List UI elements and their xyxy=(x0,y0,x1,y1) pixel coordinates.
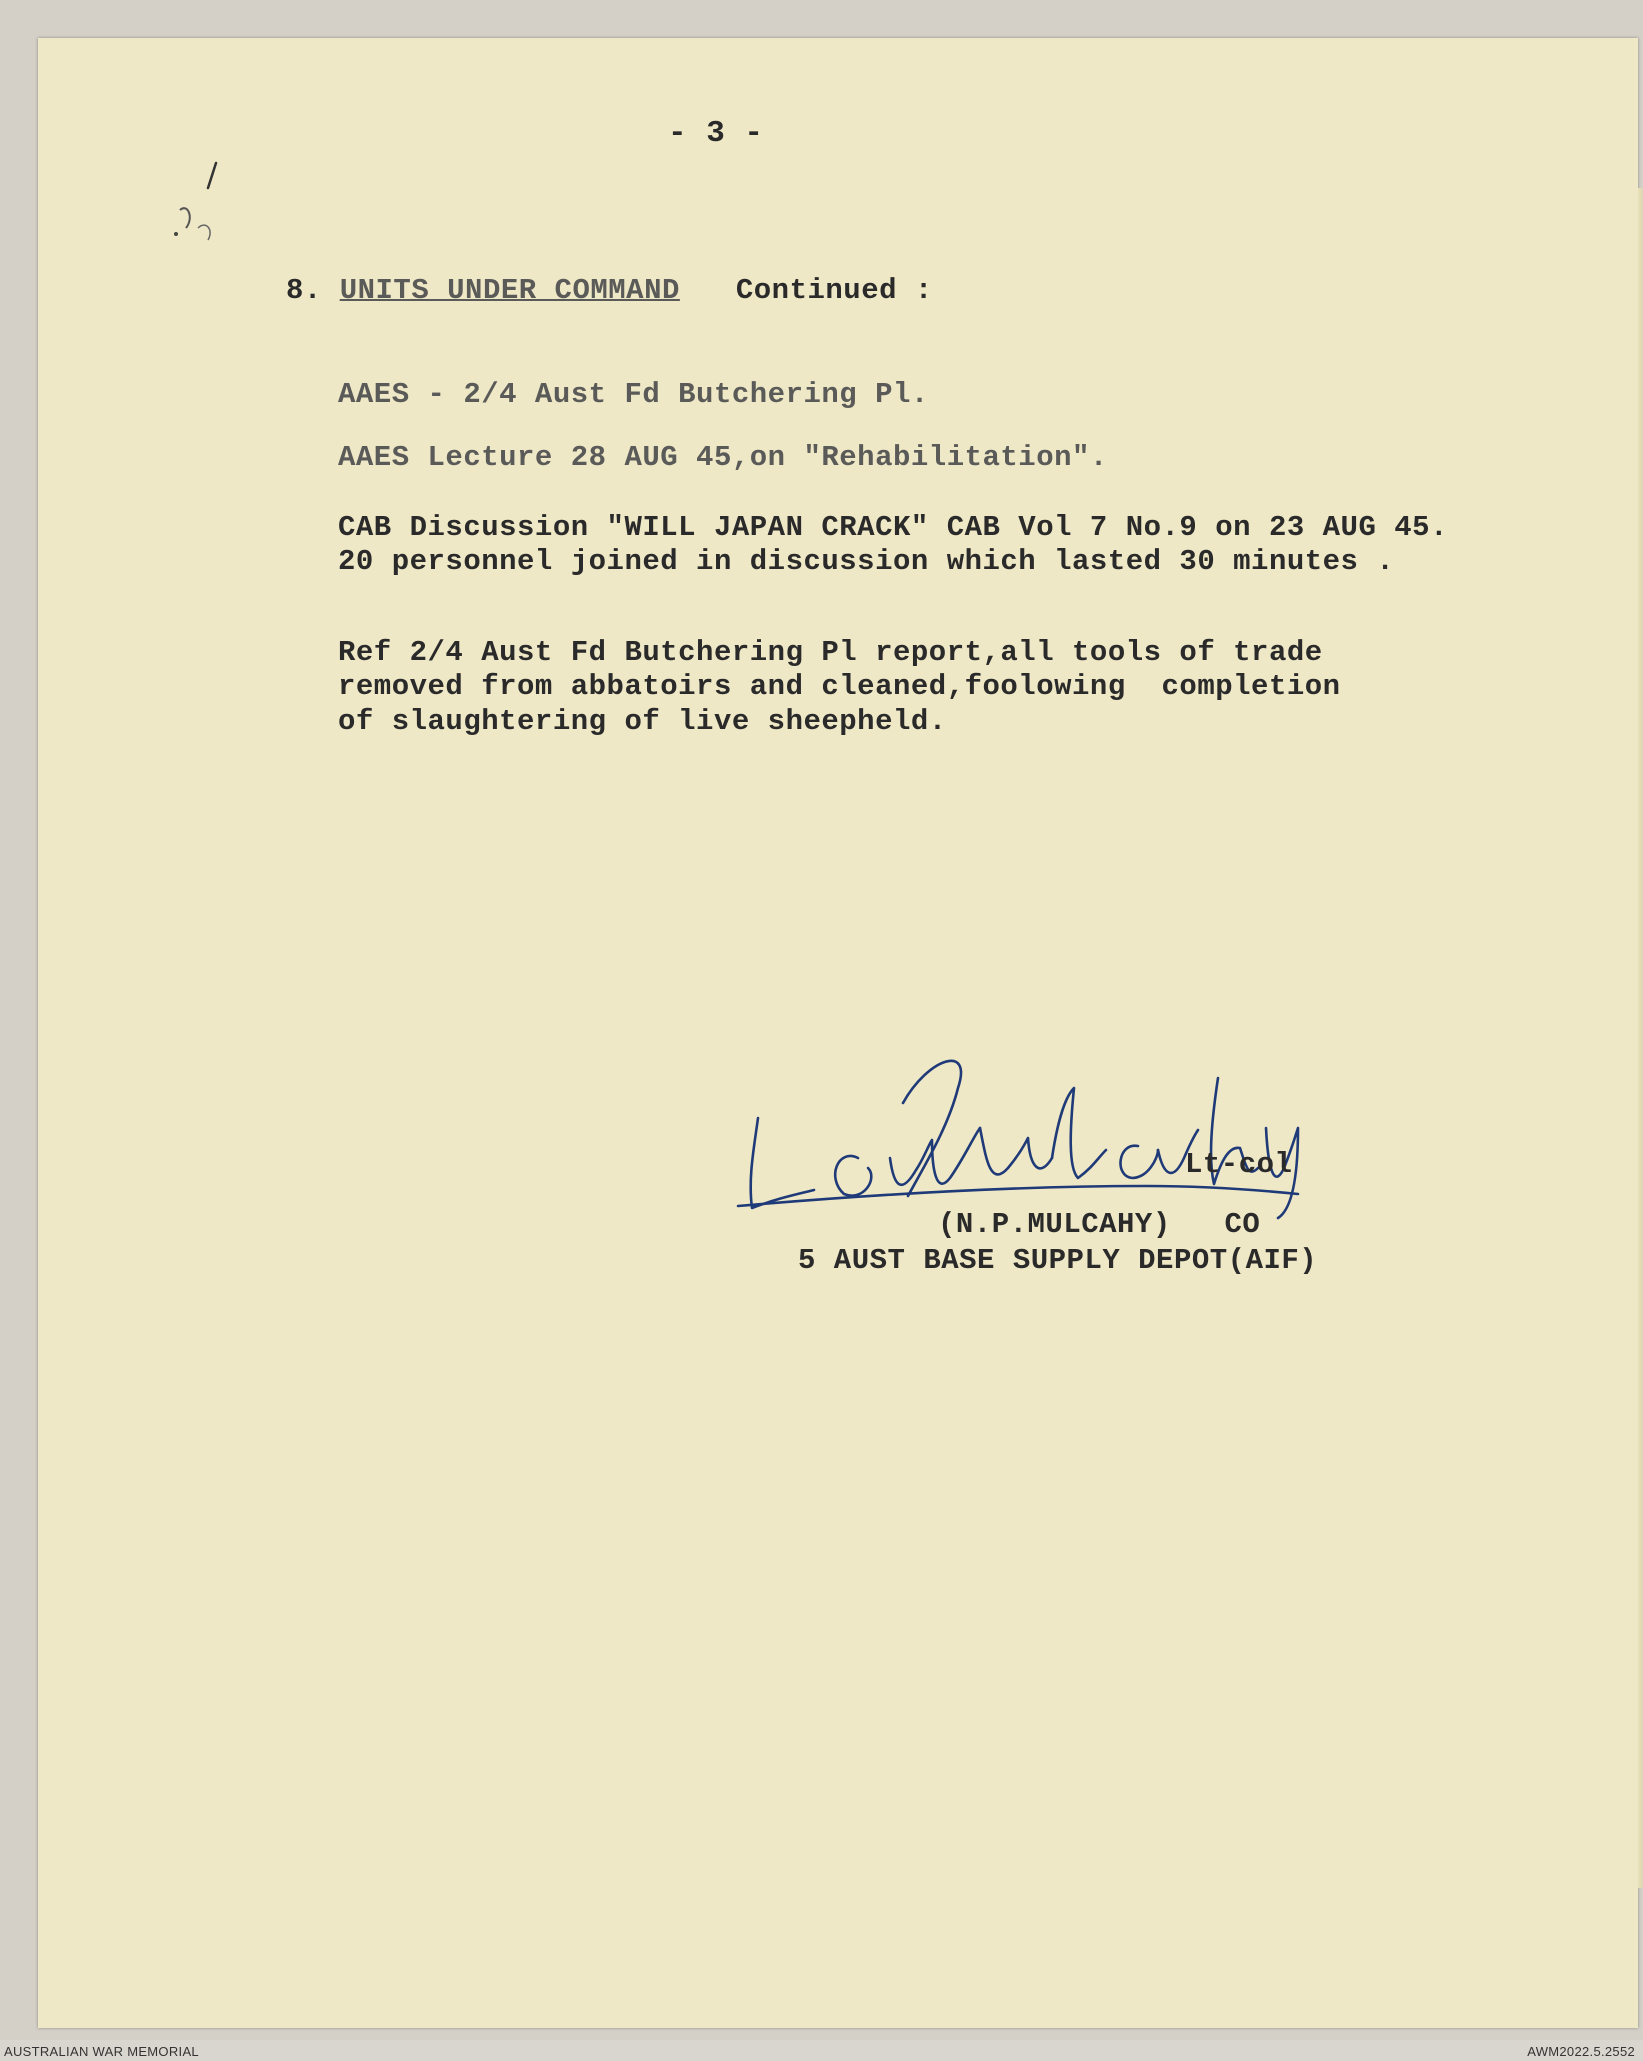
paragraph-aaes-unit: AAES - 2/4 Aust Fd Butchering Pl. xyxy=(338,378,929,411)
paragraph-ref-line-3: of slaughtering of live sheepheld. xyxy=(338,705,947,738)
footer-reference-code: AWM2022.5.2552 xyxy=(1527,2044,1635,2059)
paragraph-aaes-lecture: AAES Lecture 28 AUG 45,on "Rehabilitation". xyxy=(338,441,1108,474)
pencil-mark-icon xyxy=(168,158,248,248)
document-page xyxy=(38,38,1638,2028)
signature-text: L P Mulcahy xyxy=(1028,1138,1035,1139)
paragraph-ref-line-1: Ref 2/4 Aust Fd Butchering Pl report,all tools of trade xyxy=(338,636,1323,669)
footer-institution: AUSTRALIAN WAR MEMORIAL xyxy=(4,2044,199,2059)
paragraph-cab-line-1: CAB Discussion "WILL JAPAN CRACK" CAB Vol 7 No.9 on 23 AUG 45. xyxy=(338,511,1448,544)
signatory-name: (N.P.MULCAHY) CO xyxy=(938,1208,1261,1241)
paper-edge-shadow xyxy=(1638,188,1643,1888)
section-heading xyxy=(286,274,933,307)
section-title: UNITS UNDER COMMAND xyxy=(339,274,680,307)
page-number: - 3 - xyxy=(668,116,764,151)
signatory-unit: 5 AUST BASE SUPPLY DEPOT(AIF) xyxy=(798,1244,1318,1277)
section-continued-label: Continued : xyxy=(735,274,933,307)
handwritten-signature xyxy=(718,1018,1338,1228)
paragraph-cab-line-2: 20 personnel joined in discussion which lasted 30 minutes . xyxy=(338,545,1395,578)
section-number: 8. xyxy=(286,274,322,307)
signatory-rank: Lt-col xyxy=(1185,1148,1293,1181)
paragraph-ref-line-2: removed from abbatoirs and cleaned,foolowing completion xyxy=(338,670,1341,703)
